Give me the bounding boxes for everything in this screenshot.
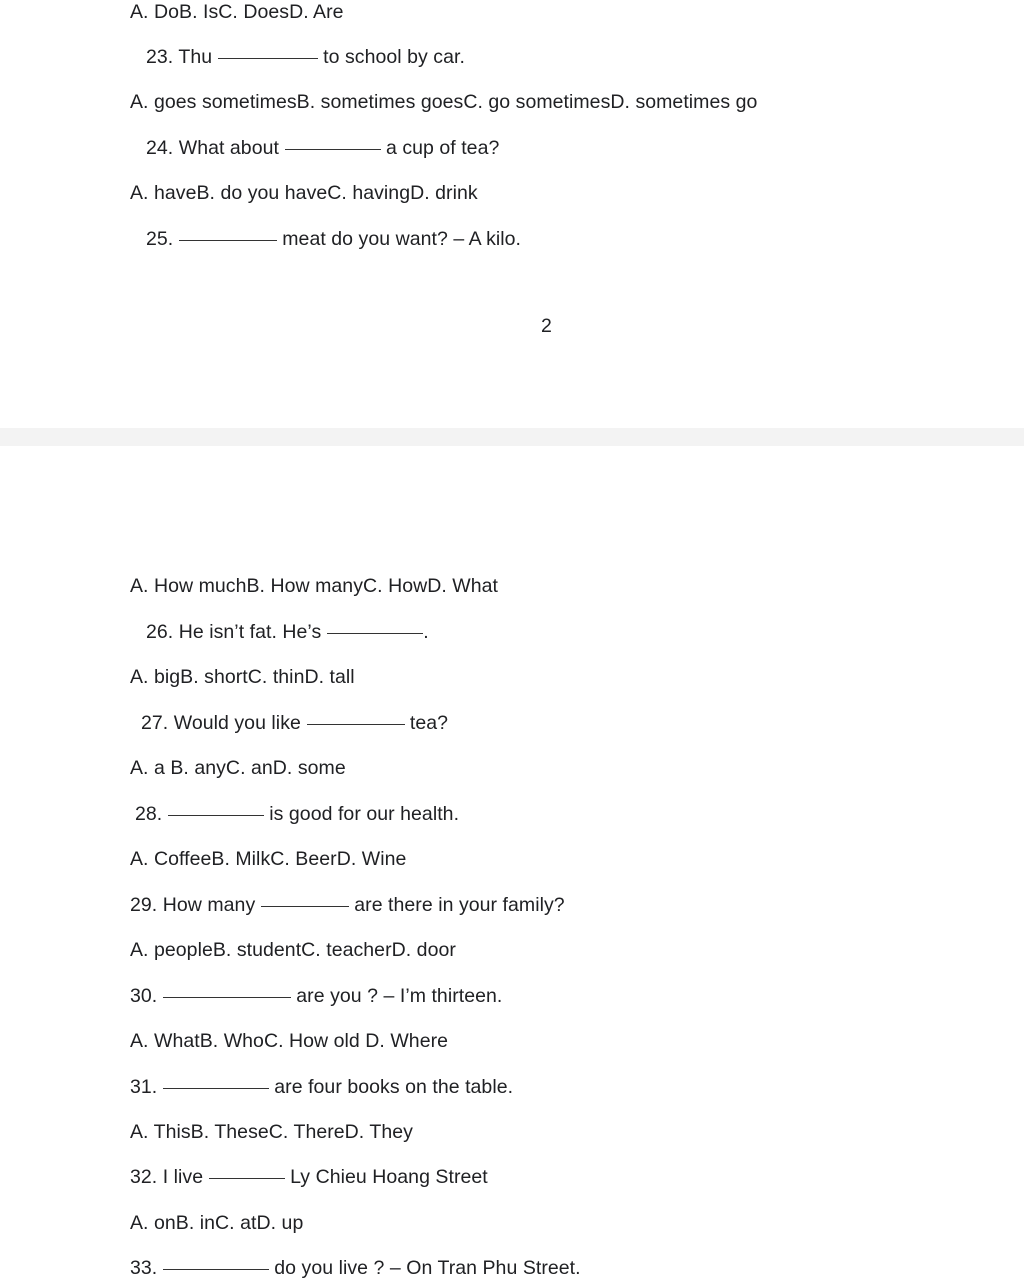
answer-options-23: A. goes sometimesB. sometimes goesC. go sometimesD. sometimes go: [130, 91, 758, 113]
question-30: [130, 984, 502, 1008]
question-number: 23.: [146, 46, 174, 68]
question-text-after: are four books on the table.: [274, 1076, 514, 1098]
question-text-before: Would you like: [173, 712, 301, 734]
question-number: 33.: [130, 1257, 158, 1279]
page-number: 2: [541, 315, 552, 337]
question-31: [130, 1075, 513, 1099]
answer-blank: [163, 1087, 269, 1089]
question-text-after: Ly Chieu Hoang Street: [290, 1166, 488, 1188]
question-24: [146, 136, 499, 160]
question-23: [146, 45, 465, 69]
question-28: [135, 802, 459, 826]
document-page-1: [0, 0, 1024, 428]
answer-blank: [285, 148, 381, 150]
question-text-after: a cup of tea?: [385, 137, 500, 159]
question-text-after: .: [423, 621, 429, 643]
question-32: [130, 1165, 488, 1189]
question-number: 31.: [130, 1076, 158, 1098]
question-text-after: to school by car.: [323, 46, 465, 68]
question-25: [146, 227, 521, 251]
question-number: 32.: [130, 1166, 158, 1188]
question-text-before: What about: [178, 137, 279, 159]
answer-options-29: A. peopleB. studentC. teacherD. door: [130, 939, 456, 961]
document-page-2: [0, 446, 1024, 1280]
question-text-after: are you ? – I’m thirteen.: [296, 985, 503, 1007]
answer-blank: [168, 814, 264, 816]
answer-blank: [163, 996, 291, 998]
question-text-after: tea?: [409, 712, 449, 734]
question-number: 28.: [135, 803, 163, 825]
answer-blank: [261, 905, 349, 907]
question-33: [130, 1256, 581, 1280]
answer-options-32: A. onB. inC. atD. up: [130, 1212, 304, 1234]
answer-options-28: A. CoffeeB. MilkC. BeerD. Wine: [130, 848, 407, 870]
question-26: [146, 620, 429, 644]
question-number: 29.: [130, 894, 158, 916]
answer-blank: [218, 57, 318, 59]
question-number: 30.: [130, 985, 158, 1007]
question-text-before: Thu: [178, 46, 213, 68]
answer-options-24: A. haveB. do you haveC. havingD. drink: [130, 182, 478, 204]
answer-blank: [327, 632, 423, 634]
question-27: [141, 711, 448, 735]
question-text-after: is good for our health.: [269, 803, 460, 825]
question-text-before: I live: [162, 1166, 204, 1188]
answer-options-27: A. a B. anyC. anD. some: [130, 757, 346, 779]
answer-options-26: A. bigB. shortC. thinD. tall: [130, 666, 355, 688]
question-number: 25.: [146, 228, 174, 250]
question-text-before: How many: [162, 894, 256, 916]
answer-options-22: A. DoB. IsC. DoesD. Are: [130, 1, 344, 23]
question-text-before: He isn’t fat. He’s: [178, 621, 322, 643]
answer-options-25: A. How muchB. How manyC. HowD. What: [130, 575, 499, 597]
answer-options-30: A. WhatB. WhoC. How old D. Where: [130, 1030, 449, 1052]
question-number: 26.: [146, 621, 174, 643]
question-number: 24.: [146, 137, 174, 159]
answer-blank: [179, 239, 277, 241]
answer-blank: [307, 723, 405, 725]
answer-blank: [163, 1268, 269, 1270]
question-text-after: do you live ? – On Tran Phu Street.: [274, 1257, 581, 1279]
answer-blank: [209, 1177, 285, 1179]
question-text-after: meat do you want? – A kilo.: [282, 228, 522, 250]
answer-options-31: A. ThisB. TheseC. ThereD. They: [130, 1121, 413, 1143]
question-text-after: are there in your family?: [354, 894, 565, 916]
question-number: 27.: [141, 712, 169, 734]
question-29: [130, 893, 565, 917]
